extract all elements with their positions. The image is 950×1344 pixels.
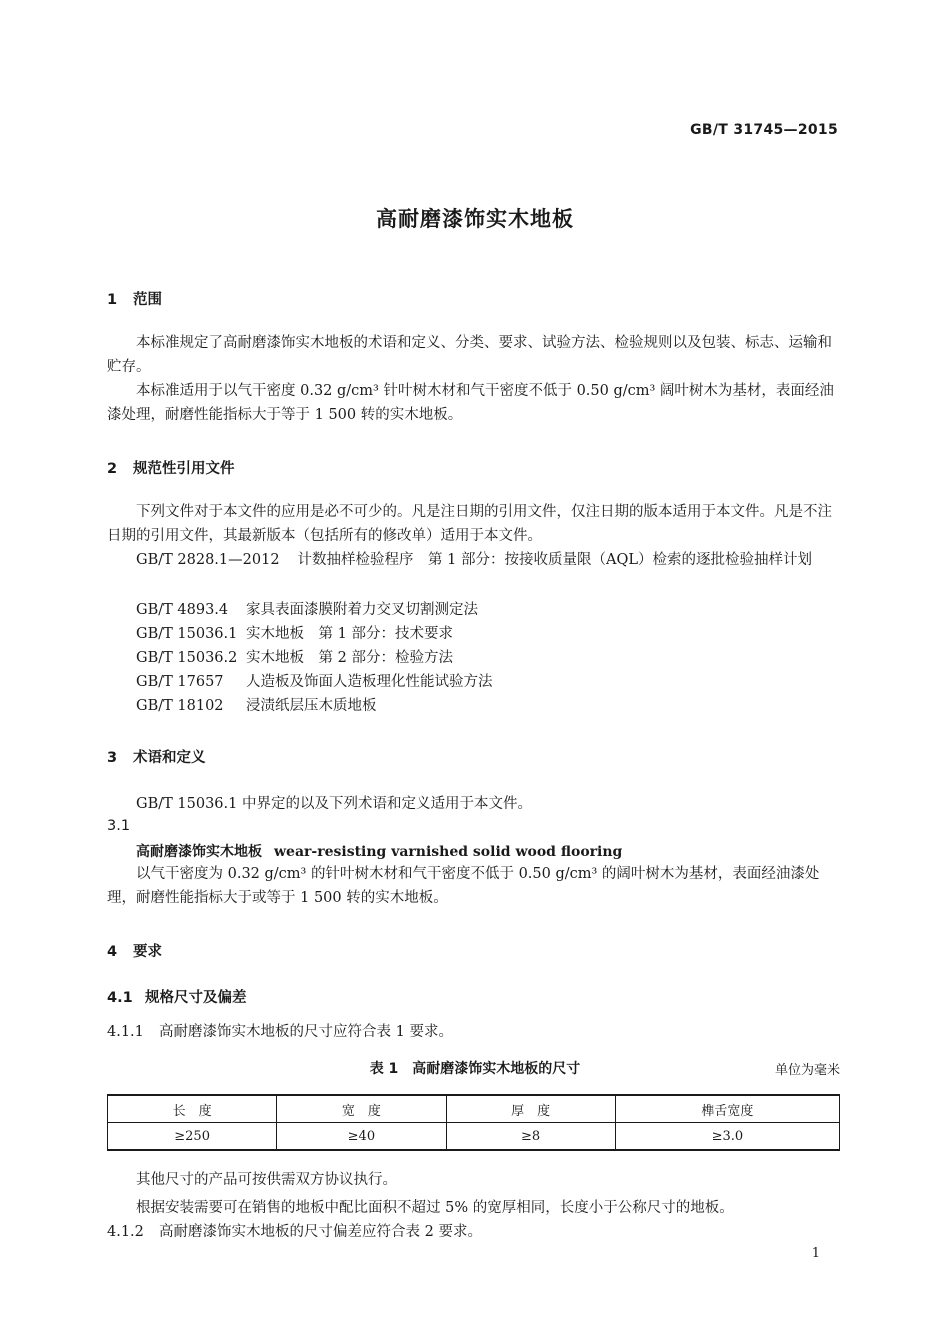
reference-item xyxy=(136,670,493,691)
section-4-heading xyxy=(107,940,162,961)
note-other-sizes: 其他尺寸的产品可按供需双方协议执行。 xyxy=(136,1172,397,1188)
reference-item xyxy=(107,548,840,572)
term-entry xyxy=(136,841,622,861)
section-1-heading xyxy=(107,288,162,309)
reference-item xyxy=(136,646,453,667)
section-number: 2 xyxy=(107,461,118,477)
table-cell: ≥40 xyxy=(277,1123,446,1151)
section-number: 4 xyxy=(107,944,118,960)
reference-code: GB/T 15036.1 xyxy=(136,626,238,642)
column-header: 厚 度 xyxy=(446,1095,615,1123)
reference-item xyxy=(136,622,453,643)
table-caption: 表 1 高耐磨漆饰实木地板的尺寸 xyxy=(369,1061,581,1077)
section-title: 范围 xyxy=(133,292,162,308)
reference-title: 实木地板 第 2 部分：检验方法 xyxy=(246,650,453,666)
column-header: 榫舌宽度 xyxy=(615,1095,839,1123)
subsection-number: 4.1 xyxy=(107,990,133,1006)
table-header-row xyxy=(108,1095,840,1123)
section-2-heading xyxy=(107,457,235,478)
clause-4-1-2 xyxy=(107,1220,482,1241)
scope-paragraph-2: 本标准适用于以气干密度 0.32 g/cm³ 针叶树木材和气干密度不低于 0.50 g/cm³ 阔叶树木为基材，表面经油漆处理，耐磨性能指标大于等于 1 500 转的实木地板。 xyxy=(107,383,834,423)
column-header: 长 度 xyxy=(108,1095,277,1123)
reference-code: GB/T 2828.1—2012 xyxy=(136,552,280,568)
reference-title: 家具表面漆膜附着力交叉切割测定法 xyxy=(246,602,478,618)
table-unit: 单位为毫米 xyxy=(774,1063,840,1078)
term-chinese: 高耐磨漆饰实木地板 xyxy=(136,844,262,860)
document-title: 高耐磨漆饰实木地板 xyxy=(376,207,574,231)
term-definition: 以气干密度为 0.32 g/cm³ 的针叶树木材和气干密度不低于 0.50 g/cm³ 的阔叶树木为基材，表面经油漆处理，耐磨性能指标大于或等于 1 500 转的实木地板。 xyxy=(107,866,820,906)
page-number: 1 xyxy=(811,1246,820,1261)
section-number: 1 xyxy=(107,292,118,308)
clause-text: 高耐磨漆饰实木地板的尺寸应符合表 1 要求。 xyxy=(159,1024,453,1040)
term-number: 3.1 xyxy=(107,818,131,834)
section-title: 要求 xyxy=(133,944,162,960)
section-title: 规范性引用文件 xyxy=(133,461,235,477)
scope-paragraph-1: 本标准规定了高耐磨漆饰实木地板的术语和定义、分类、要求、试验方法、检验规则以及包装、标志、运输和贮存。 xyxy=(107,335,832,375)
note-mix-ratio: 根据安装需要可在销售的地板中配比面积不超过 5% 的宽厚相同，长度小于公称尺寸的地板。 xyxy=(136,1200,734,1216)
section-title: 术语和定义 xyxy=(133,750,206,766)
clause-text: 高耐磨漆饰实木地板的尺寸偏差应符合表 2 要求。 xyxy=(159,1224,482,1240)
table-cell: ≥3.0 xyxy=(615,1123,839,1151)
subsection-4-1-heading xyxy=(107,986,247,1007)
section-number: 3 xyxy=(107,750,118,766)
table-cell: ≥8 xyxy=(446,1123,615,1151)
reference-title: 实木地板 第 1 部分：技术要求 xyxy=(246,626,453,642)
clause-number: 4.1.2 xyxy=(107,1224,144,1240)
section-3-heading xyxy=(107,746,206,767)
column-header: 宽 度 xyxy=(277,1095,446,1123)
reference-title: 计数抽样检验程序 第 1 部分：按接收质量限（AQL）检索的逐批检验抽样计划 xyxy=(297,552,812,568)
reference-title: 浸渍纸层压木质地板 xyxy=(246,698,377,714)
terms-intro: GB/T 15036.1 中界定的以及下列术语和定义适用于本文件。 xyxy=(136,796,532,812)
reference-title: 人造板及饰面人造板理化性能试验方法 xyxy=(246,674,493,690)
dimensions-table xyxy=(107,1094,840,1151)
table-row xyxy=(108,1123,840,1151)
subsection-title: 规格尺寸及偏差 xyxy=(145,990,247,1006)
table-cell: ≥250 xyxy=(108,1123,277,1151)
reference-code: GB/T 4893.4 xyxy=(136,602,229,618)
reference-item xyxy=(136,598,478,619)
reference-code: GB/T 18102 xyxy=(136,698,224,714)
clause-4-1-1 xyxy=(107,1020,453,1041)
reference-code: GB/T 15036.2 xyxy=(136,650,238,666)
reference-item xyxy=(136,694,377,715)
term-english: wear-resisting varnished solid wood flooring xyxy=(274,844,623,860)
clause-number: 4.1.1 xyxy=(107,1024,144,1040)
standard-code: GB/T 31745—2015 xyxy=(690,122,838,138)
references-intro: 下列文件对于本文件的应用是必不可少的。凡是注日期的引用文件，仅注日期的版本适用于本文件。凡是不注日期的引用文件，其最新版本（包括所有的修改单）适用于本文件。 xyxy=(107,504,832,544)
reference-code: GB/T 17657 xyxy=(136,674,224,690)
